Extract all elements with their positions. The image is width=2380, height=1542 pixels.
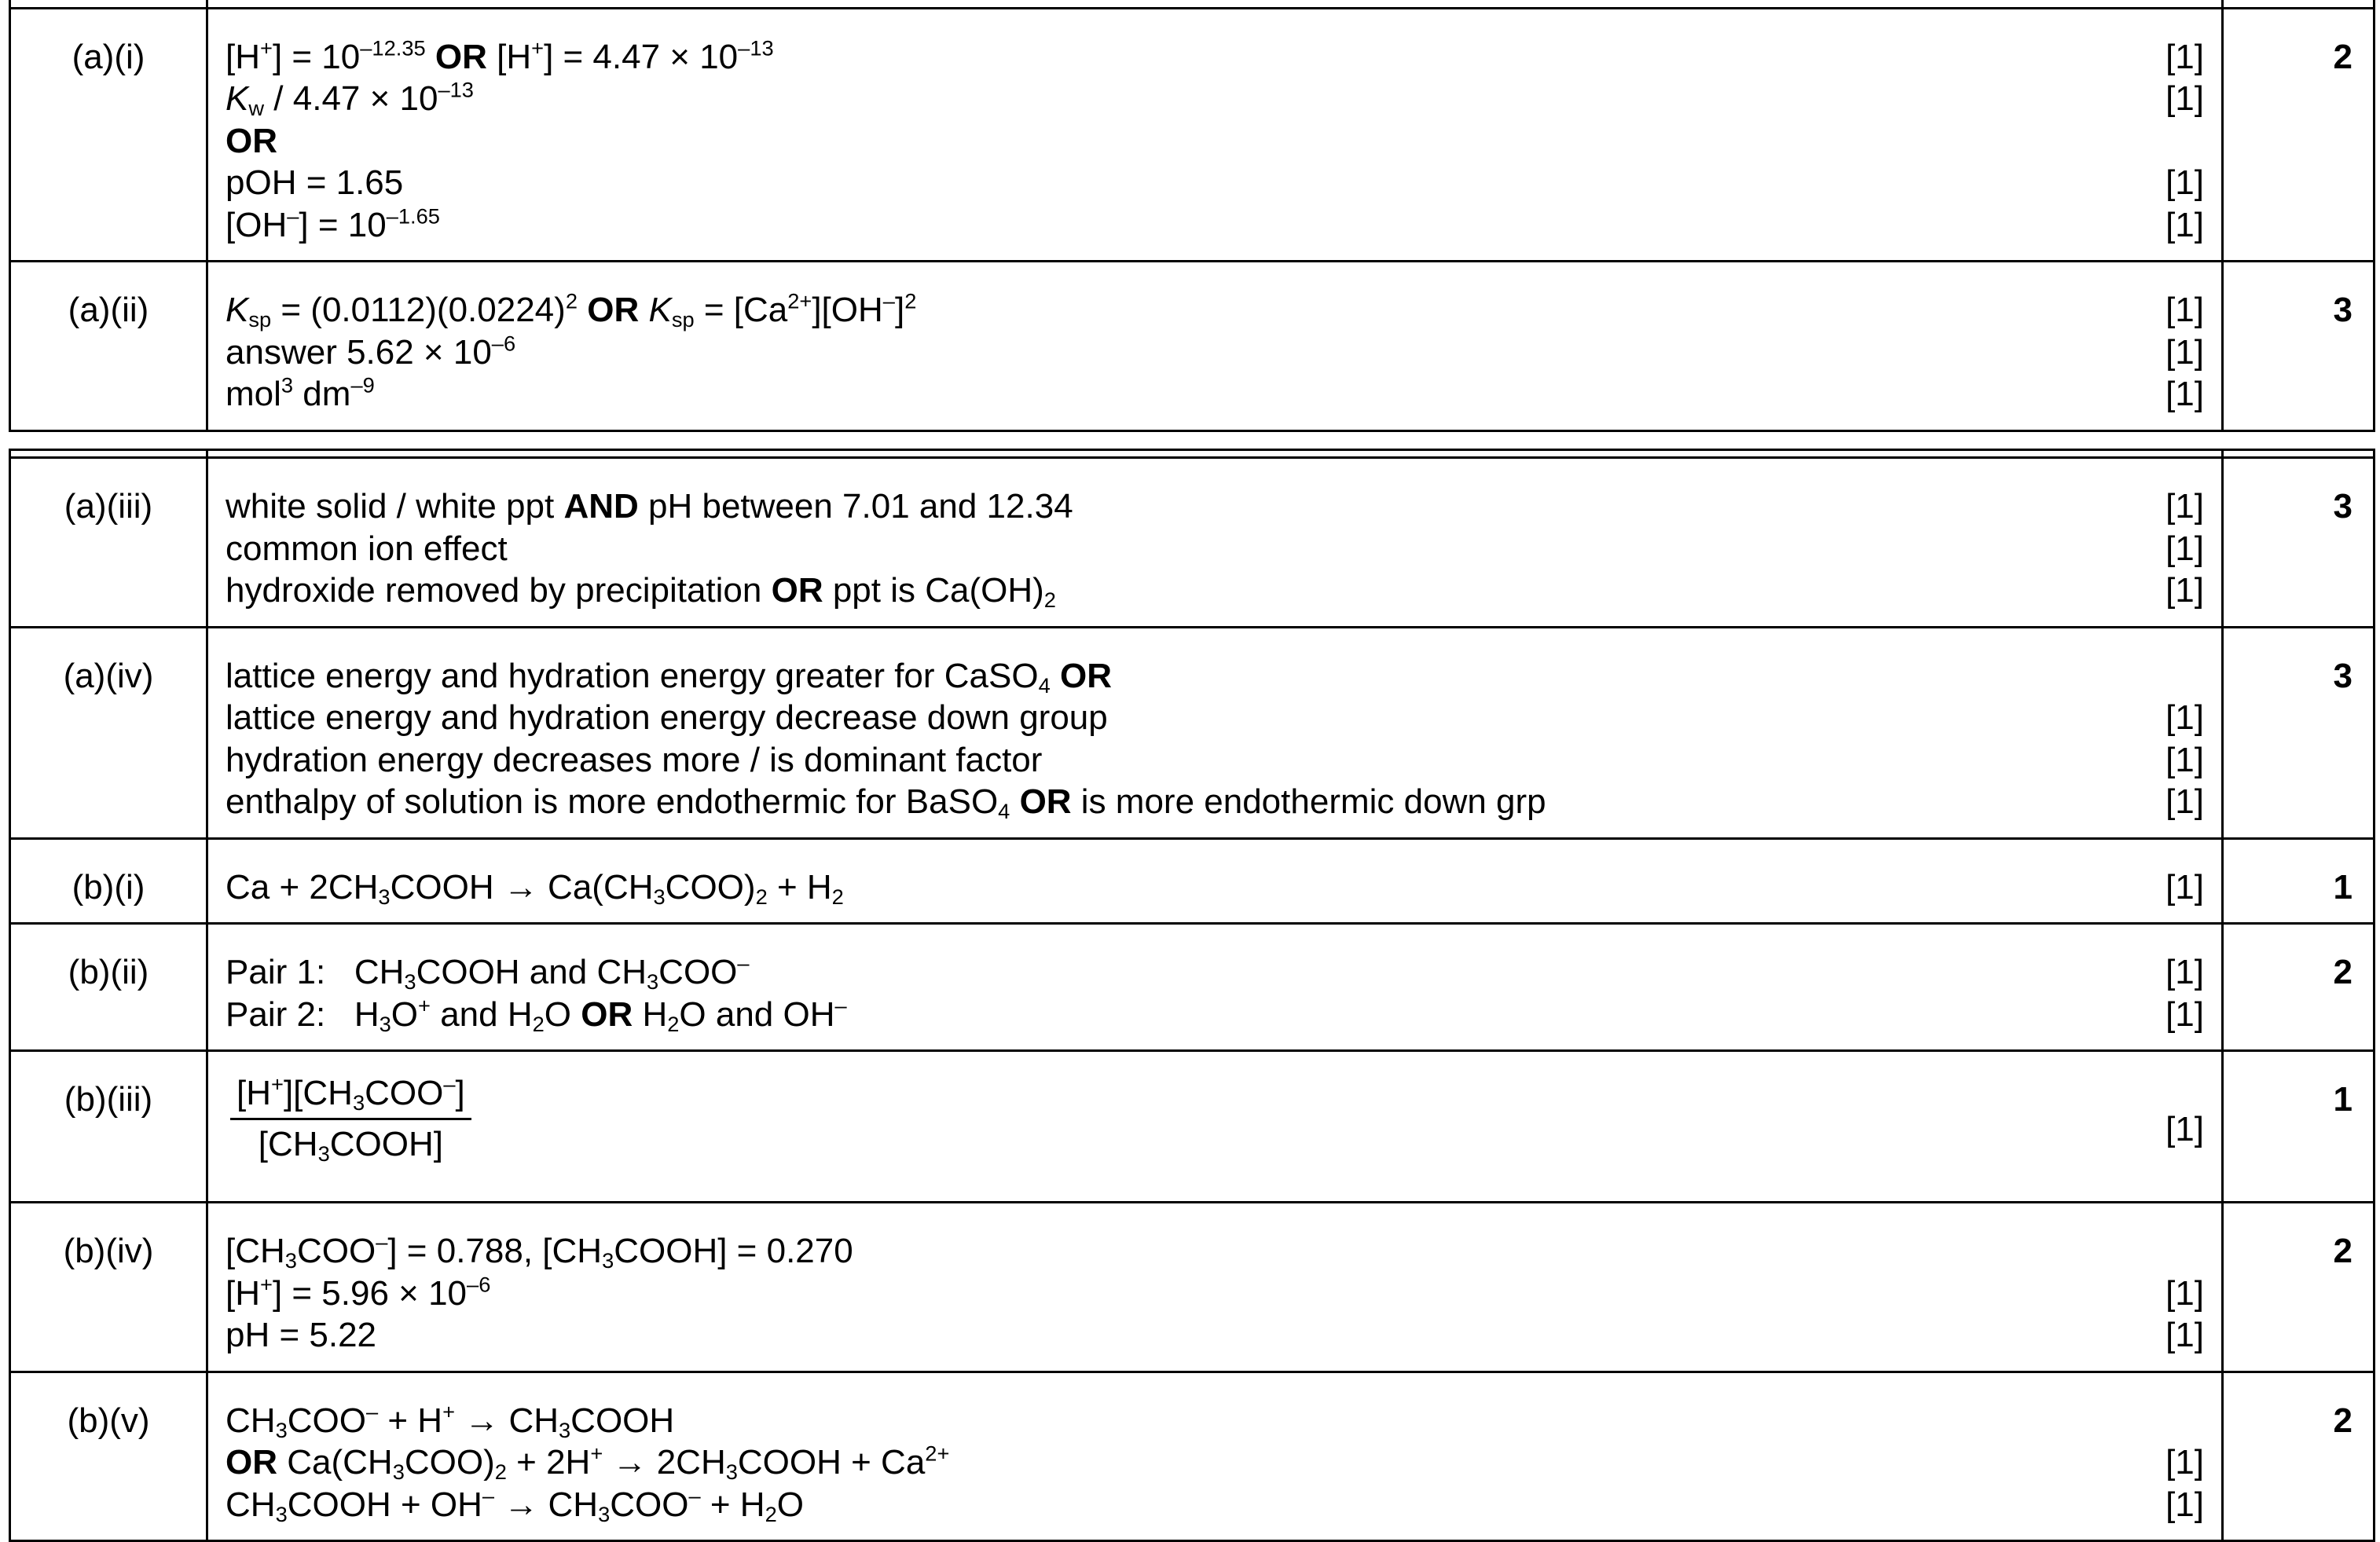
table-row: [10, 1372, 2374, 1541]
table-row: [10, 924, 2374, 1051]
question-number: (a)(iii): [10, 458, 207, 628]
mark: [1]: [2165, 740, 2204, 779]
total-marks: 2: [2223, 8, 2374, 262]
answer-line: $CH_3COO^- + H^+$ → $CH_3COOH$: [226, 1399, 675, 1442]
answer-line: $[H^+] = 10^{-12.35}$ OR $[H^+] = 4.47 \times 10^{-13}$ [1]: [226, 36, 2204, 79]
answer-line: pH = 5.22 [1]: [226, 1314, 2204, 1357]
total-marks: 2: [2223, 1372, 2374, 1541]
mark: [1]: [2165, 1316, 2204, 1354]
mark: [1]: [2165, 953, 2204, 991]
table-row: [10, 1051, 2374, 1203]
answer-line: $[OH^-] = 10^{-1.65}$ [1]: [226, 204, 2204, 247]
question-number: (a)(ii): [10, 262, 207, 431]
answer-line: $[H^+] = 5.96 \times 10^{-6}$ [1]: [226, 1273, 2204, 1315]
fraction-denominator: $[CH_3COOH]$: [258, 1125, 443, 1166]
mark: [1]: [2165, 291, 2204, 329]
answer-cell: [207, 262, 2223, 431]
ka-expression-fraction: [230, 1069, 471, 1169]
mark-scheme-table-part2: [9, 449, 2375, 1542]
total-marks: 3: [2223, 262, 2374, 431]
answer-line: lattice energy and hydration energy greater for CaSO$_4$ OR: [226, 656, 1112, 698]
mark: [1]: [2165, 529, 2204, 568]
mark: [1]: [2165, 571, 2204, 610]
table-row: [10, 1203, 2374, 1372]
question-number: (a)(iv): [10, 627, 207, 838]
answer-cell: [207, 924, 2223, 1051]
question-number: (b)(v): [10, 1372, 207, 1541]
answer-line: $[CH_3COO^-] = 0.788$, $[CH_3COOH] = 0.270$: [226, 1229, 853, 1273]
table-top-strip: [10, 0, 2374, 8]
mark: [1]: [2165, 1443, 2204, 1482]
mark: [1]: [2165, 1273, 2204, 1313]
total-marks: 1: [2223, 838, 2374, 924]
mark: [1]: [2165, 782, 2204, 821]
answer-cell: [207, 1051, 2223, 1203]
mark: [1]: [2165, 867, 2204, 907]
table-top-strip: [10, 450, 2374, 458]
mark: [1]: [2165, 698, 2204, 737]
mark: [1]: [2165, 205, 2204, 244]
table-row: [10, 838, 2374, 924]
answer-line: common ion effect [1]: [226, 528, 2204, 570]
total-marks: 1: [2223, 1051, 2374, 1203]
table-row: [10, 627, 2374, 838]
answer-line: $K_{sp} = (0.0112)(0.0224)^2$ OR $K_{sp} = [Ca^{2+}][OH^-]^2$ [1]: [226, 288, 2204, 331]
question-number: (b)(iii): [10, 1051, 207, 1203]
table-row: [10, 262, 2374, 431]
mark: [1]: [2165, 332, 2204, 372]
fraction-numerator: $[H^+][CH_3COO^-]$: [230, 1069, 471, 1120]
answer-cell: [207, 8, 2223, 262]
table-row: [10, 8, 2374, 262]
answer-line: OR: [226, 121, 277, 160]
table-row: [10, 458, 2374, 628]
total-marks: 3: [2223, 627, 2374, 838]
answer-line: white solid / white ppt AND pH between 7.01 and 12.34 [1]: [226, 485, 2204, 528]
question-number: (a)(i): [10, 8, 207, 262]
mark: [1]: [2165, 79, 2204, 118]
mark: [1]: [2165, 37, 2204, 76]
question-number: (b)(i): [10, 838, 207, 924]
mark: [1]: [2165, 163, 2204, 202]
answer-cell: [207, 627, 2223, 838]
answer-line: mol$^3$ $dm^{-9}$ [1]: [226, 373, 2204, 416]
answer-cell: [207, 838, 2223, 924]
answer-cell: [207, 1203, 2223, 1372]
total-marks: 2: [2223, 1203, 2374, 1372]
total-marks: 2: [2223, 924, 2374, 1051]
mark: [1]: [2165, 1110, 2204, 1148]
mark: [1]: [2165, 375, 2204, 413]
question-number: (b)(ii): [10, 924, 207, 1051]
answer-line: Pair 2: $H_3O^+$ and $H_2O$ OR $H_2O$ and OH– [1]: [226, 993, 2204, 1036]
answer-line: $CH_3COOH + OH^- \to CH_3COO^- + H_2O$ [1]: [226, 1483, 2204, 1526]
mark: [1]: [2165, 487, 2204, 526]
answer-line: pOH = 1.65 [1]: [226, 162, 2204, 204]
total-marks: 3: [2223, 458, 2374, 628]
mark: [1]: [2165, 994, 2204, 1034]
question-number: (b)(iv): [10, 1203, 207, 1372]
answer-line: answer $5.62 \times 10^{-6}$ [1]: [226, 331, 2204, 374]
answer-line: hydration energy decreases more / is dominant factor [1]: [226, 739, 2204, 782]
answer-line: lattice energy and hydration energy decrease down group [1]: [226, 697, 2204, 739]
answer-cell: [207, 1372, 2223, 1541]
answer-line: $K_w / 4.47 \times 10^{-13}$ [1]: [226, 77, 2204, 120]
answer-line: OR $Ca(CH_3COO)_2 + 2H^+$ → $2CH_3COOH + Ca^{2+}$ [1]: [226, 1441, 2204, 1484]
answer-line: hydroxide removed by precipitation OR ppt is $Ca(OH)_2$ [1]: [226, 571, 2204, 612]
answer-line: Pair 1: $CH_3COOH$ and $CH_3COO^-$ [1]: [226, 950, 2204, 994]
answer-line: enthalpy of solution is more endothermic for BaSO$_4$ OR is more endothermic down grp [1]: [226, 782, 2204, 823]
mark-scheme-table-part1: [9, 0, 2375, 432]
answer-cell: [207, 458, 2223, 628]
answer-line: $Ca + 2CH_3COOH \to Ca(CH_3COO)_2 + H_2$ [1]: [226, 867, 2204, 909]
mark: [1]: [2165, 1485, 2204, 1524]
